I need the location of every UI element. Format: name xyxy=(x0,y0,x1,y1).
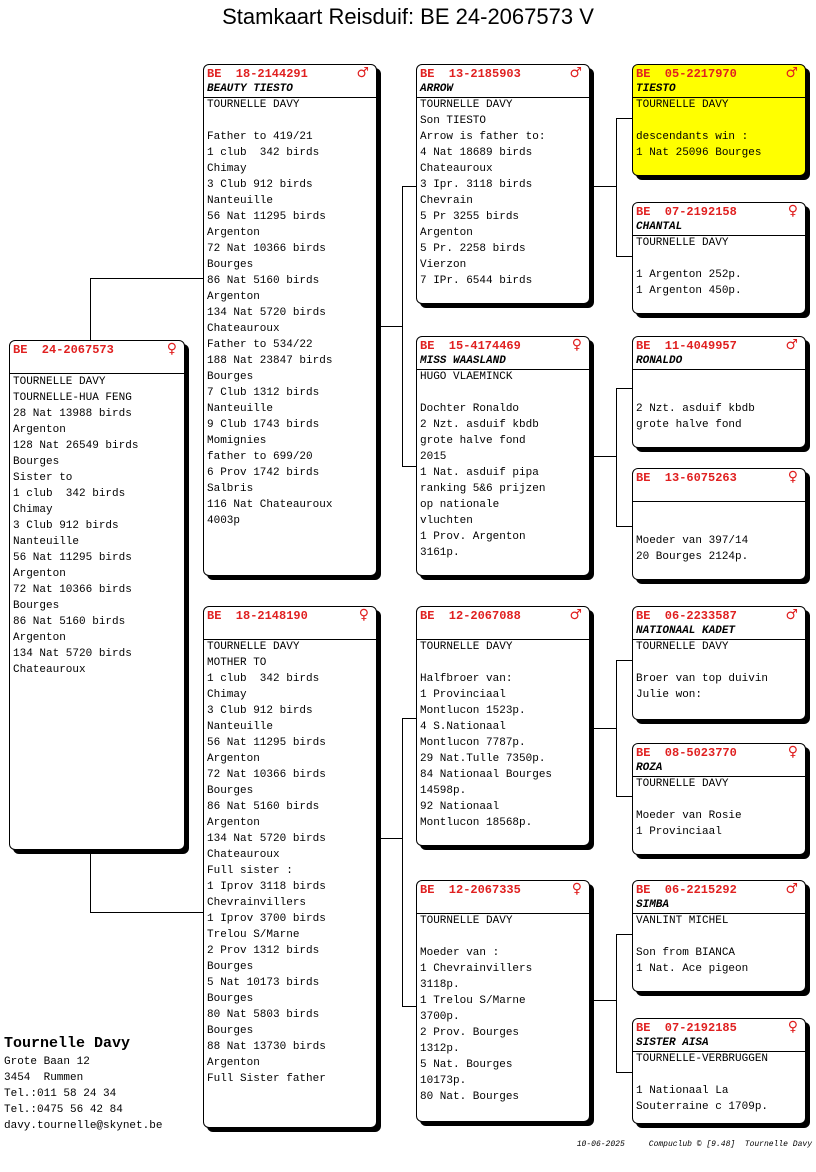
pigeon-name xyxy=(633,485,805,501)
pigeon-card-father[interactable] xyxy=(203,64,377,576)
pigeon-owner: TOURNELLE DAVY xyxy=(633,97,805,113)
breeder-info xyxy=(4,1034,162,1134)
connector xyxy=(616,388,632,389)
pigeon-name: SISTER AISA xyxy=(636,1037,709,1049)
male-icon: ♂ xyxy=(785,65,798,81)
pigeon-card-subject[interactable] xyxy=(9,340,185,850)
pigeon-owner: HUGO VLAEMINCK xyxy=(417,369,589,385)
connector xyxy=(616,934,632,935)
connector xyxy=(592,186,616,187)
ring-number: BE 15-4174469 xyxy=(420,339,521,353)
male-icon: ♂ xyxy=(785,607,798,623)
ring-number: BE 08-5023770 xyxy=(636,746,737,760)
pigeon-card-fm[interactable] xyxy=(416,336,590,576)
breeder-address: Grote Baan 12 xyxy=(4,1056,90,1068)
connector xyxy=(616,388,617,526)
connector xyxy=(616,796,632,797)
connector xyxy=(402,718,403,1006)
female-icon: ♀ xyxy=(571,881,582,897)
female-icon: ♀ xyxy=(571,337,582,353)
ring-number: BE 06-2215292 xyxy=(636,883,737,897)
pigeon-name: NATIONAAL KADET xyxy=(636,625,736,637)
connector xyxy=(616,660,617,796)
pigeon-name: SIMBA xyxy=(636,899,670,911)
connector xyxy=(616,1072,632,1073)
connector xyxy=(616,118,617,256)
pigeon-owner: TOURNELLE DAVY xyxy=(417,913,589,929)
pigeon-name: CHANTAL xyxy=(636,221,683,233)
connector xyxy=(402,186,403,466)
pigeon-notes: Son TIESTO Arrow is father to: 4 Nat 18689 birds Chateauroux 3 Ipr. 3118 birds Chevrain 5 Pr 3255 birds Argenton 5 Pr. 2258 birds Vierzon 7 IPr. 6544 birds xyxy=(420,115,546,287)
connector xyxy=(616,256,632,257)
pigeon-owner xyxy=(633,501,805,517)
ring-number: BE 12-2067088 xyxy=(420,609,521,623)
pigeon-card-mff[interactable] xyxy=(632,606,806,720)
footer-credit: 10-06-2025 Compuclub © [9.48] Tournelle Davy xyxy=(576,1140,812,1149)
connector xyxy=(402,1006,416,1007)
male-icon: ♂ xyxy=(569,65,582,81)
pigeon-notes: Halfbroer van: 1 Provinciaal Montlucon 1523p. 4 S.Nationaal Montlucon 7787p. 29 Nat.Tulle 7350p. 84 Nationaal Bourges 14598p. 92 Nationaal Montlucon 18568p. xyxy=(420,673,553,829)
connector xyxy=(378,326,402,327)
connector xyxy=(402,186,416,187)
pigeon-owner: TOURNELLE DAVY xyxy=(204,639,376,655)
pigeon-notes: TOURNELLE DAVY TOURNELLE-HUA FENG 28 Nat 13988 birds Argenton 128 Nat 26549 birds Bourges Sister to 1 club 342 birds Chimay 3 Club 912 birds Nanteuille 56 Nat 11295 birds Argenton 72 Nat 10366 birds Bourges 86 Nat 5160 birds Argenton 134 Nat 5720 birds Chateauroux xyxy=(10,373,184,678)
connector xyxy=(90,912,204,913)
pigeon-name xyxy=(204,623,376,639)
pigeon-name: BEAUTY TIESTO xyxy=(207,83,293,95)
pigeon-name: MISS WAASLAND xyxy=(420,355,506,367)
page-title: Stamkaart Reisduif: BE 24-2067573 V xyxy=(222,4,594,29)
male-icon: ♂ xyxy=(569,607,582,623)
female-icon: ♀ xyxy=(358,607,369,623)
pigeon-notes: Dochter Ronaldo 2 Nzt. asduif kbdb grote halve fond 2015 1 Nat. asduif pipa ranking 5&6 prijzen op nationale vluchten 1 Prov. Argenton 3161p. xyxy=(420,403,546,559)
pigeon-owner: TOURNELLE DAVY xyxy=(417,97,589,113)
pigeon-notes: 1 Nationaal La Souterraine c 1709p. xyxy=(636,1085,769,1113)
connector xyxy=(592,1000,616,1001)
pigeon-owner: TOURNELLE DAVY xyxy=(417,639,589,655)
pigeon-name xyxy=(10,357,184,373)
pigeon-name xyxy=(417,897,589,913)
connector xyxy=(90,278,204,279)
connector xyxy=(90,278,91,340)
pigeon-card-mmf[interactable] xyxy=(632,880,806,992)
connector xyxy=(402,718,416,719)
ring-number: BE 07-2192158 xyxy=(636,205,737,219)
pigeon-name: ARROW xyxy=(420,83,454,95)
female-icon: ♀ xyxy=(787,469,798,485)
pigeon-notes: descendants win : 1 Nat 25096 Bourges xyxy=(636,131,762,159)
pigeon-owner: TOURNELLE DAVY xyxy=(633,639,805,655)
pigeon-notes: Moeder van : 1 Chevrainvillers 3118p. 1 Trelou S/Marne 3700p. 2 Prov. Bourges 1312p. 5 Nat. Bourges 10173p. 80 Nat. Bourges xyxy=(420,947,533,1103)
pigeon-notes: Father to 419/21 1 club 342 birds Chimay 3 Club 912 birds Nanteuille 56 Nat 11295 birds Argenton 72 Nat 10366 birds Bourges 86 Nat 5160 birds Argenton 134 Nat 5720 birds Chateauroux Father to 534/22 188 Nat 23847 birds Bourges 7 Club 1312 birds Nanteuille 9 Club 1743 birds Momignies father to 699/20 6 Prov 1742 birds Salbris 116 Nat Chateauroux 4003p xyxy=(207,131,333,527)
pigeon-owner: VANLINT MICHEL xyxy=(633,913,805,929)
pigeon-card-mm[interactable] xyxy=(416,880,590,1122)
pigeon-notes: 2 Nzt. asduif kbdb grote halve fond xyxy=(636,403,755,431)
pigeon-card-ff[interactable] xyxy=(416,64,590,304)
ring-number: BE 06-2233587 xyxy=(636,609,737,623)
ring-number: BE 11-4049957 xyxy=(636,339,737,353)
female-icon: ♀ xyxy=(787,203,798,219)
female-icon: ♀ xyxy=(166,341,177,357)
connector xyxy=(616,118,632,119)
breeder-name: Tournelle Davy xyxy=(4,1035,131,1052)
ring-number: BE 13-6075263 xyxy=(636,471,737,485)
pigeon-notes: 1 Argenton 252p. 1 Argenton 450p. xyxy=(636,269,742,297)
ring-number: BE 18-2148190 xyxy=(207,609,308,623)
pigeon-name: TIESTO xyxy=(636,83,676,95)
ring-number: BE 18-2144291 xyxy=(207,67,308,81)
pigeon-card-mf[interactable] xyxy=(416,606,590,846)
pigeon-name xyxy=(417,623,589,639)
connector xyxy=(616,660,632,661)
pigeon-card-mmm[interactable] xyxy=(632,1018,806,1124)
connector xyxy=(378,838,402,839)
pigeon-card-fmm[interactable] xyxy=(632,468,806,580)
breeder-email: davy.tournelle@skynet.be xyxy=(4,1120,163,1132)
ring-number: BE 07-2192185 xyxy=(636,1021,737,1035)
female-icon: ♀ xyxy=(787,1019,798,1035)
pigeon-card-fff[interactable] xyxy=(632,64,806,176)
male-icon: ♂ xyxy=(785,337,798,353)
pigeon-name: ROZA xyxy=(636,762,663,774)
pigeon-notes: Moeder van Rosie 1 Provinciaal xyxy=(636,810,742,838)
pigeon-owner: TOURNELLE-VERBRUGGEN xyxy=(633,1051,805,1067)
connector xyxy=(616,526,632,527)
male-icon: ♂ xyxy=(785,881,798,897)
ring-number: BE 12-2067335 xyxy=(420,883,521,897)
pigeon-notes: Moeder van 397/14 20 Bourges 2124p. xyxy=(636,535,749,563)
connector xyxy=(402,466,416,467)
connector xyxy=(90,852,91,912)
pigeon-card-ffm[interactable] xyxy=(632,202,806,314)
pigeon-notes: Son from BIANCA 1 Nat. Ace pigeon xyxy=(636,947,749,975)
pigeon-card-fmf[interactable] xyxy=(632,336,806,448)
connector xyxy=(592,456,616,457)
pigeon-notes: MOTHER TO 1 club 342 birds Chimay 3 Club 912 birds Nanteuille 56 Nat 11295 birds Argenton 72 Nat 10366 birds Bourges 86 Nat 5160 birds Argenton 134 Nat 5720 birds Chateauroux Full sister : 1 Iprov 3118 birds Chevrainvillers 1 Iprov 3700 birds Trelou S/Marne 2 Prov 1312 birds Bourges 5 Nat 10173 birds Bourges 80 Nat 5803 birds Bourges 88 Nat 13730 birds Argenton Full Sister father xyxy=(207,657,326,1085)
breeder-mobile: Tel.:0475 56 42 84 xyxy=(4,1104,123,1116)
ring-number: BE 13-2185903 xyxy=(420,67,521,81)
connector xyxy=(616,934,617,1072)
breeder-phone: Tel.:011 58 24 34 xyxy=(4,1088,117,1100)
connector xyxy=(592,728,616,729)
pigeon-name: RONALDO xyxy=(636,355,683,367)
female-icon: ♀ xyxy=(787,744,798,760)
male-icon: ♂ xyxy=(356,65,369,81)
pigeon-card-mfm[interactable] xyxy=(632,743,806,855)
ring-number: BE 05-2217970 xyxy=(636,67,737,81)
pigeon-owner: TOURNELLE DAVY xyxy=(633,776,805,792)
pigeon-owner: TOURNELLE DAVY xyxy=(204,97,376,113)
pigeon-owner xyxy=(633,369,805,385)
breeder-city: 3454 Rummen xyxy=(4,1072,84,1084)
ring-number: BE 24-2067573 xyxy=(13,343,114,357)
pigeon-owner: TOURNELLE DAVY xyxy=(633,235,805,251)
pigeon-card-mother[interactable] xyxy=(203,606,377,1128)
pigeon-notes: Broer van top duivin Julie won: xyxy=(636,673,769,701)
